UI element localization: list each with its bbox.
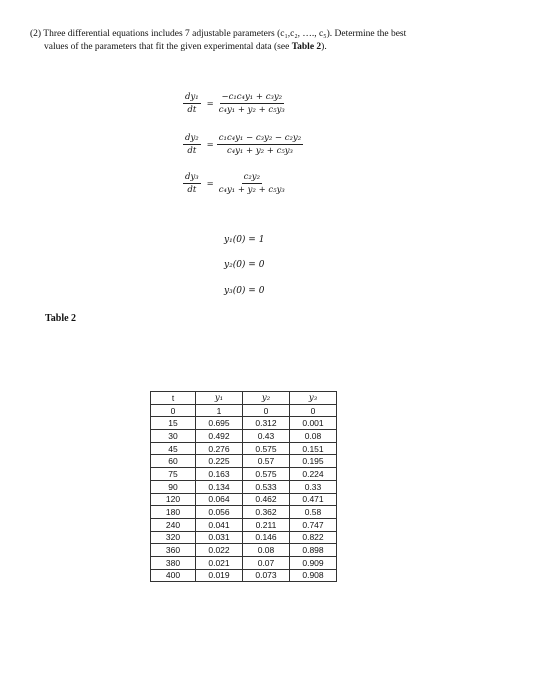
cell-y2: 0.211 [243,518,290,531]
table-row [151,493,337,506]
cell-t: 15 [151,417,196,430]
cell-t: 90 [151,480,196,493]
header-y3: y₃ [290,392,337,405]
cell-y1: 0.041 [196,518,243,531]
cell-t: 0 [151,404,196,417]
eq2-rhs-den: c₄y₁ + y₂ + c₅y₃ [226,146,293,156]
cell-y3: 0 [290,404,337,417]
cell-y3: 0.58 [290,506,337,519]
eq3-equals: = [206,178,214,189]
cell-y2: 0.08 [243,544,290,557]
table-row [151,417,337,430]
cell-y1: 0.695 [196,417,243,430]
problem-line-2-text: values of the parameters that fit the given experimental data (see [44,42,292,52]
cell-y3: 0.33 [290,480,337,493]
eq3-lhs-num: dy₃ [185,172,199,182]
cell-y2: 0 [243,404,290,417]
cell-y1: 0.056 [196,506,243,519]
cell-t: 75 [151,468,196,481]
table-row [151,480,337,493]
table-reference: Table 2 [291,42,322,52]
equation-2 [183,133,306,156]
equation-1 [183,92,290,115]
problem-line-2-end: ). [321,42,327,52]
eq2-rhs-num: c₁c₄y₁ − c₃y₂ − c₂y₂ [218,133,302,143]
cell-y1: 0.021 [196,556,243,569]
eq2-lhs [183,133,201,156]
header-t: t [151,392,196,405]
table-row [151,518,337,531]
table-row [151,442,337,455]
cell-y2: 0.533 [243,480,290,493]
cell-y3: 0.822 [290,531,337,544]
problem-line-2 [30,41,500,54]
eq3-lhs [183,172,201,195]
cell-y2: 0.07 [243,556,290,569]
eq3-rhs [217,172,287,195]
cell-y2: 0.43 [243,430,290,443]
table-row [151,544,337,557]
eq2-rhs [217,133,303,156]
problem-statement [30,28,500,54]
cell-y1: 0.276 [196,442,243,455]
eq1-equals: = [206,98,214,109]
initial-condition-y1: y₁(0) = 1 [224,235,265,245]
problem-line-1: (2) Three differential equations includes 7 adjustable parameters (c₁,c₂, …., c₅). Determine the best [30,29,407,39]
cell-y1: 0.163 [196,468,243,481]
eq2-lhs-den: dt [187,146,197,156]
table-row [151,455,337,468]
eq1-lhs-den: dt [187,105,197,115]
cell-y1: 0.492 [196,430,243,443]
eq1-lhs-num: dy₁ [185,92,199,102]
cell-y1: 0.134 [196,480,243,493]
table-row [151,404,337,417]
table-title: Table 2 [45,313,77,324]
eq3-rhs-num: c₂y₂ [243,172,260,182]
cell-y3: 0.195 [290,455,337,468]
cell-y3: 0.08 [290,430,337,443]
cell-t: 30 [151,430,196,443]
cell-y1: 0.031 [196,531,243,544]
cell-y3: 0.001 [290,417,337,430]
cell-y2: 0.57 [243,455,290,468]
cell-y1: 0.225 [196,455,243,468]
equation-3 [183,172,290,195]
cell-y2: 0.575 [243,442,290,455]
cell-y3: 0.898 [290,544,337,557]
cell-y2: 0.362 [243,506,290,519]
table-row [151,506,337,519]
cell-y2: 0.073 [243,569,290,582]
cell-y1: 1 [196,404,243,417]
table-row [151,468,337,481]
cell-y1: 0.019 [196,569,243,582]
initial-condition-y2: y₂(0) = 0 [224,260,265,270]
eq2-equals: = [206,139,214,150]
cell-y1: 0.064 [196,493,243,506]
cell-t: 400 [151,569,196,582]
eq1-lhs [183,92,201,115]
eq3-lhs-den: dt [187,185,197,195]
cell-t: 360 [151,544,196,557]
header-y2: y₂ [243,392,290,405]
cell-y3: 0.909 [290,556,337,569]
cell-y2: 0.462 [243,493,290,506]
cell-t: 45 [151,442,196,455]
table-row [151,556,337,569]
eq1-rhs-num: −c₁c₄y₁ + c₃y₂ [221,92,283,102]
cell-t: 240 [151,518,196,531]
table-row [151,569,337,582]
cell-y3: 0.747 [290,518,337,531]
cell-y2: 0.312 [243,417,290,430]
cell-y2: 0.146 [243,531,290,544]
eq2-lhs-num: dy₂ [185,133,199,143]
data-table [150,391,337,582]
cell-y3: 0.471 [290,493,337,506]
cell-t: 120 [151,493,196,506]
cell-y3: 0.908 [290,569,337,582]
table-row [151,430,337,443]
initial-condition-y3: y₃(0) = 0 [224,286,265,296]
cell-t: 180 [151,506,196,519]
cell-y2: 0.575 [243,468,290,481]
cell-y3: 0.224 [290,468,337,481]
cell-y1: 0.022 [196,544,243,557]
cell-t: 60 [151,455,196,468]
cell-y3: 0.151 [290,442,337,455]
cell-t: 380 [151,556,196,569]
eq1-rhs [217,92,287,115]
cell-t: 320 [151,531,196,544]
eq1-rhs-den: c₄y₁ + y₂ + c₅y₃ [218,105,285,115]
header-y1: y₁ [196,392,243,405]
table-header-row [151,392,337,405]
table-row [151,531,337,544]
eq3-rhs-den: c₄y₁ + y₂ + c₅y₃ [218,185,285,195]
